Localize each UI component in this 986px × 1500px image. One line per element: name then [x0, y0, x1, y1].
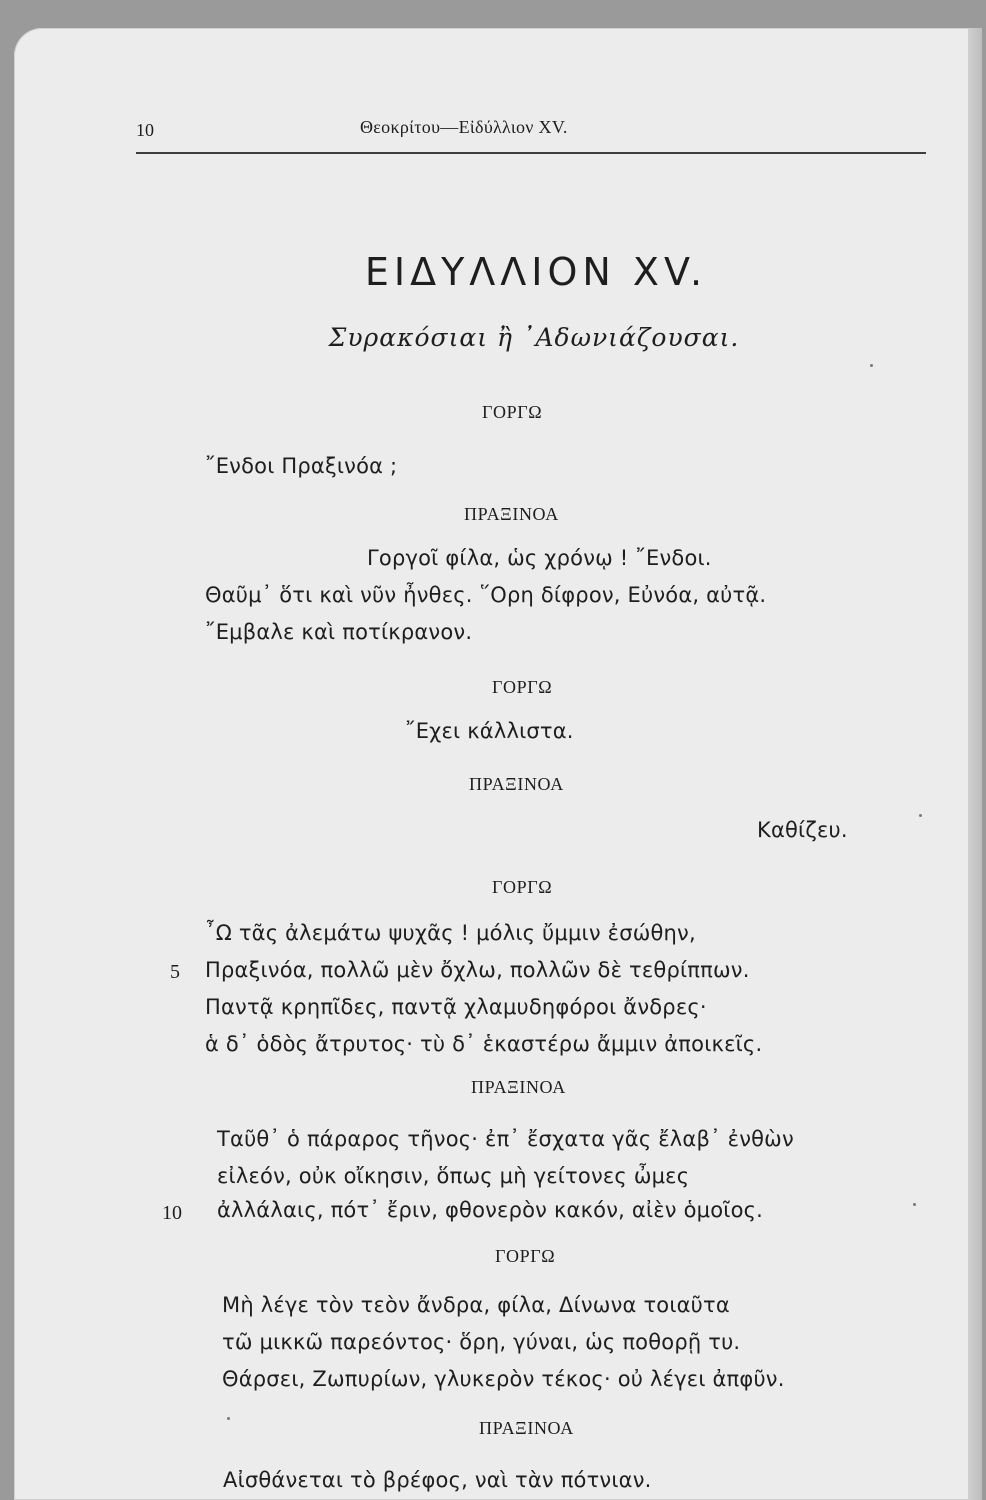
book-page: [14, 28, 982, 1500]
speaker-praxinoa: ΠΡΑΞΙΝΟΑ: [469, 774, 564, 794]
verse-line: Καθίζευ.: [757, 818, 848, 842]
speaker-gorgo: ΓΟΡΓΩ: [492, 677, 553, 697]
speaker-praxinoa: ΠΡΑΞΙΝΟΑ: [471, 1077, 566, 1097]
verse-line: ῎Εμβαλε καὶ ποτίκρανον.: [205, 620, 473, 644]
ink-speck: [919, 814, 922, 817]
verse-line: Πραξινόα, πολλῶ μὲν ὄχλω, πολλῶν δὲ τεθρίππων.: [205, 958, 750, 982]
speaker-gorgo: ΓΟΡΓΩ: [495, 1246, 556, 1266]
idyll-subtitle: Συρακόσιαι ἢ ᾿Αδωνιάζουσαι.: [328, 323, 740, 352]
line-number-10: 10: [162, 1202, 182, 1224]
speaker-gorgo: ΓΟΡΓΩ: [482, 402, 543, 422]
speaker-gorgo: ΓΟΡΓΩ: [492, 877, 553, 897]
verse-line: ἀλλάλαις, πότ᾽ ἔριν, φθονερὸν κακόν, αἰὲν ὁμοῖος.: [217, 1198, 764, 1222]
verse-line: Γοργοῖ φίλα, ὡς χρόνῳ ! ῎Ενδοι.: [367, 546, 712, 570]
verse-line: Θαῦμ᾽ ὅτι καὶ νῦν ἦνθες. ῞Ορη δίφρον, Εὐνόα, αὐτᾷ.: [205, 583, 767, 607]
header-rule: [136, 152, 926, 154]
verse-line: τῶ μικκῶ παρεόντος· ὅρη, γύναι, ὡς ποθορῇ τυ.: [222, 1330, 741, 1354]
page-edge-shadow: [968, 28, 982, 1500]
ink-speck: [227, 1417, 230, 1420]
page-number: 10: [136, 120, 154, 140]
verse-line: εἰλεόν, οὐκ οἴκησιν, ὅπως μὴ γείτονες ὦμες: [217, 1164, 690, 1188]
verse-line: Παντᾷ κρηπῖδες, παντᾷ χλαμυδηφόροι ἄνδρες·: [205, 995, 707, 1019]
line-number-5: 5: [170, 961, 180, 983]
idyll-title: ΕΙΔΥΛΛΙΟΝ XV.: [364, 250, 708, 294]
verse-line: Ταῦθ᾽ ὁ πάραρος τῆνος· ἐπ᾽ ἔσχατα γᾶς ἔλαβ᾽ ἐνθὼν: [217, 1127, 794, 1151]
verse-line: Θάρσει, Ζωπυρίων, γλυκερὸν τέκος· οὐ λέγει ἀπφῦν.: [222, 1367, 785, 1391]
speaker-praxinoa: ΠΡΑΞΙΝΟΑ: [479, 1418, 574, 1438]
verse-line: ἁ δ᾽ ὁδὸς ἄτρυτος· τὺ δ᾽ ἑκαστέρω ἄμμιν ἀποικεῖς.: [205, 1032, 763, 1056]
running-title: Θεοκρίτου—Εἰδύλλιον XV.: [360, 117, 568, 137]
verse-line: ῎Εχει κάλλιστα.: [405, 719, 574, 743]
verse-line: ῎Ενδοι Πραξινόα ;: [205, 454, 398, 478]
verse-line: Μὴ λέγε τὸν τεὸν ἄνδρα, φίλα, Δίνωνα τοιαῦτα: [222, 1293, 730, 1317]
speaker-praxinoa: ΠΡΑΞΙΝΟΑ: [464, 504, 559, 524]
ink-speck: [913, 1203, 916, 1206]
verse-line: Αἰσθάνεται τὸ βρέφος, ναὶ τὰν πότνιαν.: [223, 1468, 652, 1492]
ink-speck: [870, 364, 873, 367]
verse-line: ῏Ω τᾶς ἀλεμάτω ψυχᾶς ! μόλις ὔμμιν ἐσώθην,: [205, 921, 696, 945]
